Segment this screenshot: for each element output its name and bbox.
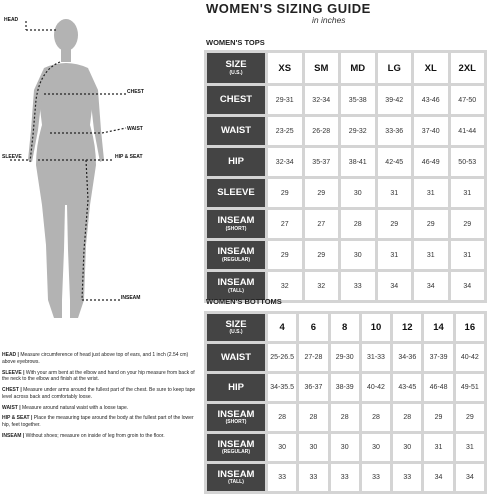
value-cell: 30 — [331, 434, 359, 461]
value-cell: 31 — [424, 434, 452, 461]
value-cell: 34 — [378, 272, 412, 300]
value-cell: 33 — [341, 272, 375, 300]
size-label: SIZE — [225, 318, 247, 330]
value-cell: 29 — [305, 241, 339, 269]
row-label: INSEAM — [217, 438, 255, 450]
value-cell: 30 — [341, 241, 375, 269]
size-column-header: 10 — [362, 314, 390, 341]
row-label-cell — [207, 404, 265, 431]
value-cell: 31-33 — [362, 344, 390, 371]
figure-label-sleeve: SLEEVE — [2, 154, 22, 160]
value-cell: 37-40 — [414, 117, 448, 145]
row-label: WAIST — [220, 125, 252, 137]
row-label: INSEAM — [217, 215, 255, 227]
bottoms-heading: WOMEN'S BOTTOMS — [206, 297, 282, 306]
value-cell: 32-34 — [305, 86, 339, 114]
size-sublabel: (U.S.) — [229, 69, 243, 76]
figure-label-head: HEAD — [4, 17, 19, 23]
value-cell: 27-28 — [299, 344, 327, 371]
waist-leader — [102, 128, 126, 133]
value-cell: 47-50 — [451, 86, 485, 114]
size-column-header: 14 — [424, 314, 452, 341]
row-label: SLEEVE — [217, 187, 255, 199]
measurement-row — [207, 241, 484, 269]
measurement-row — [207, 117, 484, 145]
row-label: INSEAM — [217, 468, 255, 480]
note-text: Measure around natural waist with a loose tape. — [22, 404, 129, 411]
value-cell: 32-34 — [268, 148, 302, 176]
value-cell: 41-44 — [451, 117, 485, 145]
body-figure — [0, 0, 200, 350]
value-cell: 40-42 — [362, 374, 390, 401]
value-cell: 33 — [268, 464, 296, 491]
measurement-row — [207, 374, 484, 401]
value-cell: 29-32 — [341, 117, 375, 145]
row-label: INSEAM — [217, 246, 255, 258]
value-cell: 29 — [378, 210, 412, 238]
figure-label-inseam: INSEAM — [121, 295, 141, 301]
size-column-header: 8 — [331, 314, 359, 341]
value-cell: 29-30 — [331, 344, 359, 371]
value-cell: 30 — [362, 434, 390, 461]
body-silhouette — [28, 19, 104, 318]
note-item — [2, 370, 198, 384]
value-cell: 33 — [331, 464, 359, 491]
size-header-row — [207, 314, 484, 341]
row-label-cell — [207, 434, 265, 461]
value-cell: 28 — [299, 404, 327, 431]
value-cell: 31 — [414, 179, 448, 207]
value-cell: 28 — [331, 404, 359, 431]
value-cell: 39-42 — [378, 86, 412, 114]
value-cell: 37-39 — [424, 344, 452, 371]
value-cell: 43-45 — [393, 374, 421, 401]
value-cell: 30 — [341, 179, 375, 207]
row-label: WAIST — [220, 351, 252, 363]
value-cell: 28 — [341, 210, 375, 238]
note-term: HIP & SEAT | — [2, 415, 33, 422]
note-item — [2, 433, 198, 440]
row-label: HIP — [228, 381, 244, 393]
value-cell: 30 — [393, 434, 421, 461]
tops-heading: WOMEN'S TOPS — [206, 38, 265, 47]
size-column-header: SM — [305, 53, 339, 83]
row-label-cell — [207, 374, 265, 401]
value-cell: 31 — [378, 241, 412, 269]
note-term: SLEEVE | — [2, 369, 25, 376]
value-cell: 29 — [424, 404, 452, 431]
row-sublabel: (TALL) — [228, 287, 244, 294]
value-cell: 29 — [456, 404, 484, 431]
value-cell: 31 — [378, 179, 412, 207]
figure-label-waist: WAIST — [127, 126, 143, 132]
note-term: HEAD | — [2, 352, 19, 358]
value-cell: 31 — [451, 241, 485, 269]
size-column-header: 12 — [393, 314, 421, 341]
measurement-notes — [2, 352, 198, 444]
value-cell: 34 — [451, 272, 485, 300]
row-label: INSEAM — [217, 277, 255, 289]
page-title: WOMEN'S SIZING GUIDE — [206, 1, 371, 16]
row-label-cell — [207, 464, 265, 491]
value-cell: 29-31 — [268, 86, 302, 114]
measurement-row — [207, 434, 484, 461]
value-cell: 23-25 — [268, 117, 302, 145]
size-label: SIZE — [225, 59, 247, 71]
value-cell: 40-42 — [456, 344, 484, 371]
row-label: CHEST — [219, 94, 253, 106]
measurement-row — [207, 148, 484, 176]
measurement-row — [207, 179, 484, 207]
note-term: WAIST | — [2, 404, 21, 411]
value-cell: 31 — [451, 179, 485, 207]
row-label-cell — [207, 148, 265, 176]
measurement-row — [207, 404, 484, 431]
silhouette-illustration — [0, 0, 200, 350]
value-cell: 35-38 — [341, 86, 375, 114]
row-label-cell — [207, 210, 265, 238]
size-column-header: 4 — [268, 314, 296, 341]
figure-label-chest: CHEST — [127, 89, 144, 95]
value-cell: 38-39 — [331, 374, 359, 401]
value-cell: 42-45 — [378, 148, 412, 176]
value-cell: 29 — [451, 210, 485, 238]
value-cell: 31 — [414, 241, 448, 269]
row-label-cell — [207, 241, 265, 269]
value-cell: 30 — [299, 434, 327, 461]
size-column-header: 16 — [456, 314, 484, 341]
note-item — [2, 387, 198, 401]
value-cell: 35-37 — [305, 148, 339, 176]
value-cell: 27 — [268, 210, 302, 238]
size-header-row — [207, 53, 484, 83]
size-column-header: MD — [341, 53, 375, 83]
value-cell: 28 — [393, 404, 421, 431]
row-label-cell — [207, 86, 265, 114]
size-column-header: XS — [268, 53, 302, 83]
value-cell: 43-46 — [414, 86, 448, 114]
row-sublabel: (SHORT) — [225, 225, 247, 232]
value-cell: 25-26.5 — [268, 344, 296, 371]
value-cell: 46-49 — [414, 148, 448, 176]
row-sublabel: (REGULAR) — [221, 256, 251, 263]
value-cell: 34-36 — [393, 344, 421, 371]
row-label: INSEAM — [217, 408, 255, 420]
value-cell: 31 — [456, 434, 484, 461]
tops-table — [204, 50, 487, 303]
note-term: CHEST | — [2, 387, 22, 393]
value-cell: 29 — [414, 210, 448, 238]
note-item — [2, 415, 198, 429]
value-cell: 50-53 — [451, 148, 485, 176]
value-cell: 32 — [305, 272, 339, 300]
measurement-row — [207, 464, 484, 491]
row-sublabel: (SHORT) — [225, 419, 247, 426]
value-cell: 29 — [268, 179, 302, 207]
value-cell: 34 — [424, 464, 452, 491]
size-column-header: XL — [414, 53, 448, 83]
size-column-header: 2XL — [451, 53, 485, 83]
value-cell: 27 — [305, 210, 339, 238]
value-cell: 33 — [393, 464, 421, 491]
value-cell: 34 — [456, 464, 484, 491]
note-text: With your arm bent at the elbow and hand on your hip measure from back of the neck to the elbow and finish at the wrist. — [2, 369, 195, 383]
row-label-cell — [207, 272, 265, 300]
row-sublabel: (TALL) — [228, 479, 244, 486]
value-cell: 26-28 — [305, 117, 339, 145]
row-label: HIP — [228, 156, 244, 168]
row-label-cell — [207, 179, 265, 207]
measure-lines — [10, 21, 126, 300]
size-header-cell — [207, 53, 265, 83]
value-cell: 34-35.5 — [268, 374, 296, 401]
measurement-row — [207, 272, 484, 300]
note-text: Measure circumference of head just above top of ears, and 1 inch (2.54 cm) above eyebrows. — [2, 352, 189, 365]
value-cell: 28 — [362, 404, 390, 431]
value-cell: 36-37 — [299, 374, 327, 401]
note-text: Place the measuring tape around the body at the fullest part of the lower hip, feet together. — [2, 415, 194, 428]
row-label-cell — [207, 344, 265, 371]
bottoms-table — [204, 311, 487, 494]
size-column-header: 6 — [299, 314, 327, 341]
note-term: INSEAM | — [2, 432, 25, 439]
value-cell: 46-48 — [424, 374, 452, 401]
value-cell: 28 — [268, 404, 296, 431]
measurement-row — [207, 210, 484, 238]
value-cell: 32 — [268, 272, 302, 300]
value-cell: 33 — [299, 464, 327, 491]
note-text: Without shoes; measure on inside of leg from groin to the floor. — [25, 432, 165, 439]
value-cell: 33-36 — [378, 117, 412, 145]
note-item — [2, 405, 198, 412]
page-subtitle: in inches — [312, 15, 346, 25]
size-sublabel: (U.S.) — [229, 329, 243, 336]
value-cell: 29 — [268, 241, 302, 269]
measurement-row — [207, 86, 484, 114]
value-cell: 29 — [305, 179, 339, 207]
value-cell: 30 — [268, 434, 296, 461]
size-header-cell — [207, 314, 265, 341]
note-text: Measure under arms around the fullest part of the chest. Be sure to keep tape level across back and comfortably loose. — [2, 387, 196, 400]
value-cell: 34 — [414, 272, 448, 300]
row-label-cell — [207, 117, 265, 145]
measurement-row — [207, 344, 484, 371]
note-item — [2, 352, 198, 366]
size-column-header: LG — [378, 53, 412, 83]
value-cell: 38-41 — [341, 148, 375, 176]
value-cell: 49-51 — [456, 374, 484, 401]
row-sublabel: (REGULAR) — [221, 449, 251, 456]
figure-label-hip-seat: HIP & SEAT — [115, 154, 143, 160]
value-cell: 33 — [362, 464, 390, 491]
